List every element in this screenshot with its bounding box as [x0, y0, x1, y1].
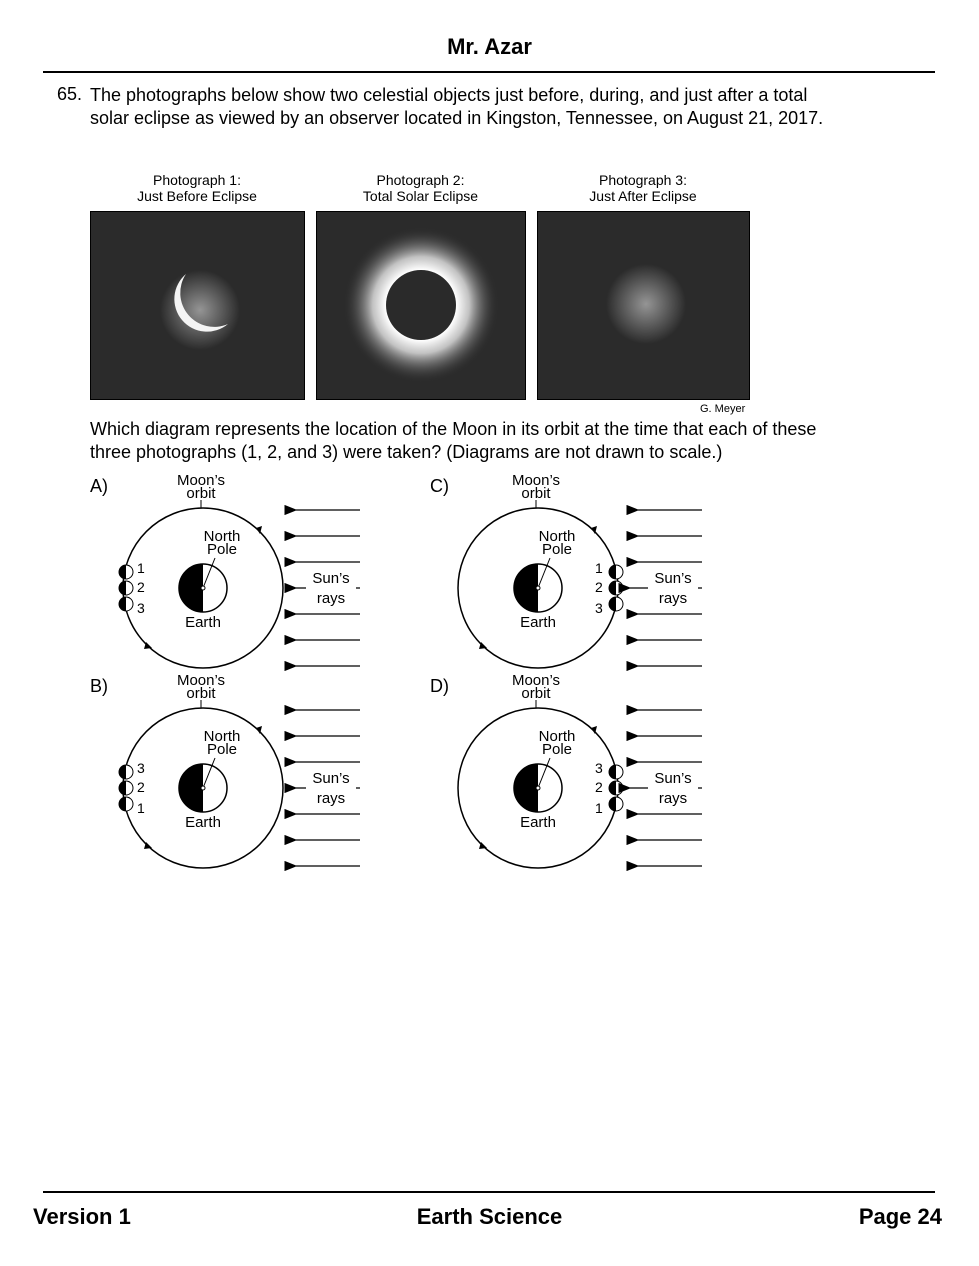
north-pole-label-line1: North: [203, 728, 241, 745]
footer-page-number: Page 24: [858, 1204, 942, 1229]
sun-rays-label-line1: Sun’s: [654, 770, 692, 787]
moon-position-label: 3: [137, 760, 145, 776]
north-pole-label-line1: North: [538, 528, 576, 545]
photo-2-total-eclipse: [316, 211, 526, 400]
photo-1-crescent-sun: [90, 211, 305, 400]
moon-position-label: 1: [595, 560, 603, 576]
orbit-label-line1: Moon’s: [176, 472, 226, 489]
earth-label: Earth: [520, 614, 556, 631]
photo-credit: G. Meyer: [700, 403, 746, 415]
moon-icon: [119, 581, 133, 595]
page-header-title: Mr. Azar: [447, 34, 532, 59]
orbit-label-line1: Moon’s: [176, 672, 226, 689]
header-rule: [43, 71, 935, 73]
north-pole-label-line1: North: [538, 728, 576, 745]
diagram-c: [445, 470, 715, 675]
sun-rays-label-line1: Sun’s: [654, 570, 692, 587]
sun-rays-label-line2: rays: [316, 590, 346, 607]
moon-position-label: 3: [137, 600, 145, 616]
moon-icon: [609, 797, 623, 811]
orbit-label-line2: orbit: [521, 485, 551, 502]
question-prompt: Which diagram represents the location of the Moon in its orbit at the time that each of these three photographs (1, 2, and 3) were taken? (Diagrams are not drawn to scale.): [90, 419, 817, 462]
moon-position-label: 2: [137, 579, 145, 595]
option-c-letter[interactable]: C): [430, 476, 449, 496]
moon-position-label: 1: [137, 800, 145, 816]
north-pole-label-line2: Pole: [206, 541, 238, 558]
orbit-label-line2: orbit: [186, 685, 216, 702]
option-b-letter[interactable]: B): [90, 676, 108, 696]
moon-position-label: 1: [595, 800, 603, 816]
moon-position-label: 3: [595, 600, 603, 616]
diagram-a: [110, 470, 380, 675]
north-pole-label-line2: Pole: [541, 541, 573, 558]
moon-position-label: 2: [137, 779, 145, 795]
north-pole-label-line2: Pole: [206, 741, 238, 758]
moon-position-label: 1: [137, 560, 145, 576]
moon-icon: [609, 597, 623, 611]
footer-rule: [43, 1191, 935, 1193]
moon-icon: [119, 597, 133, 611]
photo-2-label: Photograph 2: Total Solar Eclipse: [362, 172, 479, 204]
orbit-label-line1: Moon’s: [511, 672, 561, 689]
moon-icon: [609, 765, 623, 779]
north-pole-label-line1: North: [203, 528, 241, 545]
moon-icon: [609, 581, 623, 595]
sun-rays-label-line1: Sun’s: [312, 570, 350, 587]
orbit-label-line2: orbit: [186, 485, 216, 502]
photo-1-label: Photograph 1: Just Before Eclipse: [137, 172, 257, 204]
sun-rays-label-line2: rays: [658, 790, 688, 807]
question-text: The photographs below show two celestial objects just before, during, and just after a total solar eclipse as viewed by an observer located in Kingston, Tennessee, on August 21, 2017.: [90, 85, 824, 128]
earth-label: Earth: [520, 814, 556, 831]
moon-icon: [119, 565, 133, 579]
moon-icon: [119, 797, 133, 811]
option-a-letter[interactable]: A): [90, 476, 108, 496]
earth-label: Earth: [185, 814, 221, 831]
orbit-label-line2: orbit: [521, 685, 551, 702]
diagram-b: [110, 670, 380, 875]
moon-icon: [119, 765, 133, 779]
moon-icon: [609, 565, 623, 579]
sun-rays-label-line2: rays: [658, 590, 688, 607]
diagram-d: [445, 670, 715, 875]
photo-3-label: Photograph 3: Just After Eclipse: [589, 172, 697, 204]
moon-icon: [119, 781, 133, 795]
moon-position-label: 2: [595, 779, 603, 795]
footer-version: Version 1: [33, 1204, 131, 1229]
question-number: 65.: [57, 84, 83, 104]
moon-icon: [609, 781, 623, 795]
moon-position-label: 3: [595, 760, 603, 776]
earth-label: Earth: [185, 614, 221, 631]
north-pole-label-line2: Pole: [541, 741, 573, 758]
photo-3-crescent-sun: [537, 211, 750, 400]
orbit-label-line1: Moon’s: [511, 472, 561, 489]
sun-rays-label-line2: rays: [316, 790, 346, 807]
moon-position-label: 2: [595, 579, 603, 595]
footer-subject: Earth Science: [416, 1204, 563, 1229]
option-d-letter[interactable]: D): [430, 676, 449, 696]
sun-rays-label-line1: Sun’s: [312, 770, 350, 787]
